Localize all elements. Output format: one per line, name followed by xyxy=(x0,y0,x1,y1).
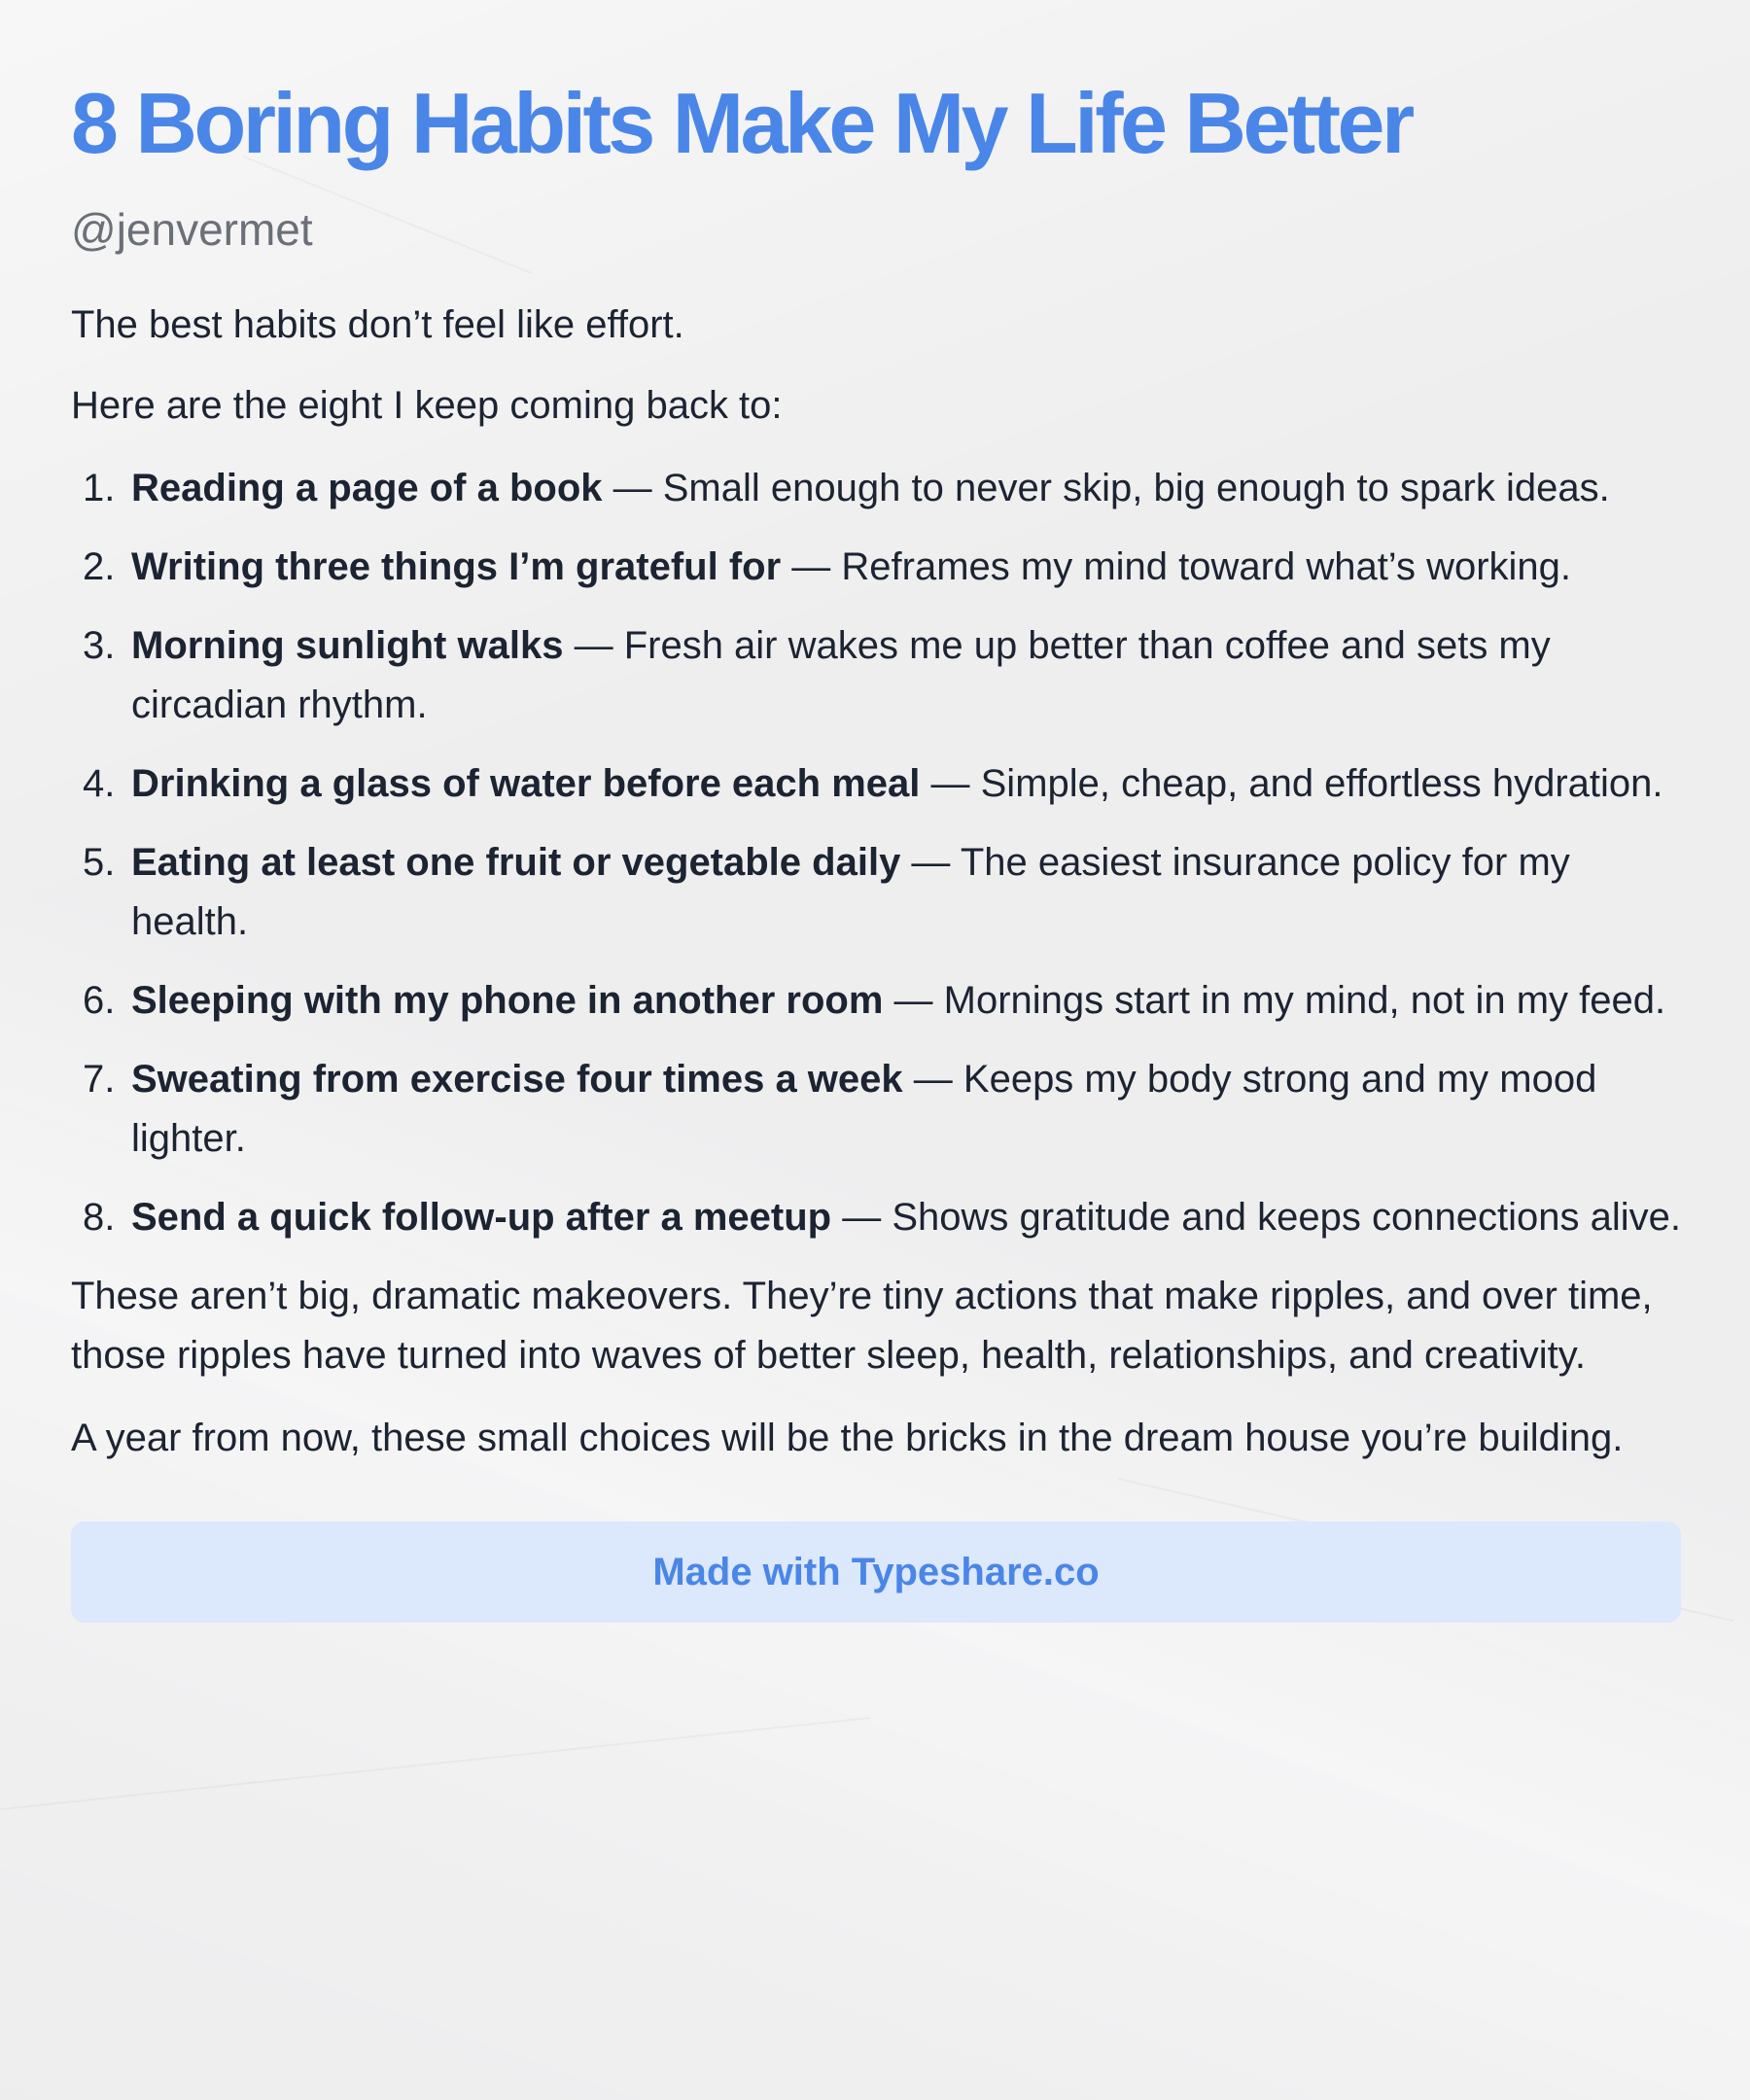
habit-separator: — xyxy=(920,762,981,805)
habit-separator: — xyxy=(883,979,944,1022)
habit-item xyxy=(71,538,1681,597)
habit-description: Small enough to never skip, big enough to spark ideas. xyxy=(662,467,1610,509)
habit-title: Morning sunlight walks xyxy=(131,624,564,667)
paper-crease xyxy=(0,1717,870,1810)
habit-item xyxy=(71,616,1681,735)
habit-number: 8. xyxy=(83,1196,116,1239)
habit-item xyxy=(71,1050,1681,1169)
post-title: 8 Boring Habits Make My Life Better xyxy=(71,75,1412,171)
habit-item xyxy=(71,459,1681,518)
habit-separator: — xyxy=(563,624,624,667)
intro-paragraph: The best habits don’t feel like effort. xyxy=(71,303,684,346)
habit-number: 4. xyxy=(83,762,116,805)
habit-separator: — xyxy=(831,1196,892,1239)
author-handle: @jenvermet xyxy=(71,204,313,255)
habit-title: Eating at least one fruit or vegetable daily xyxy=(131,841,901,884)
footer-label[interactable]: Made with Typeshare.co xyxy=(652,1550,1100,1593)
habit-title: Writing three things I’m grateful for xyxy=(131,545,782,588)
habit-number: 5. xyxy=(83,841,116,884)
habit-title: Reading a page of a book xyxy=(131,467,603,509)
habit-description: Reframes my mind toward what’s working. xyxy=(841,545,1572,588)
habit-description: Shows gratitude and keeps connections alive. xyxy=(892,1196,1681,1239)
outro-paragraph: A year from now, these small choices will be the bricks in the dream house you’re building. xyxy=(71,1417,1624,1459)
habit-title: Sleeping with my phone in another room xyxy=(131,979,884,1022)
habit-number: 7. xyxy=(83,1058,116,1101)
habit-separator: — xyxy=(900,841,961,884)
outro-paragraph: These aren’t big, dramatic makeovers. They’re tiny actions that make ripples, and over time, those ripples have turned into waves of better sleep, health, relationships, and creativity. xyxy=(71,1275,1653,1377)
habit-title: Sweating from exercise four times a week xyxy=(131,1058,903,1101)
habit-description: Simple, cheap, and effortless hydration. xyxy=(980,762,1663,805)
habit-description: Fresh air wakes me up better than coffee and sets my circadian rhythm. xyxy=(131,624,1551,726)
habit-separator: — xyxy=(902,1058,963,1101)
habit-number: 6. xyxy=(83,979,116,1022)
intro-paragraph: Here are the eight I keep coming back to: xyxy=(71,384,783,427)
habit-number: 1. xyxy=(83,467,116,509)
habit-item xyxy=(71,971,1681,1031)
habit-title: Send a quick follow-up after a meetup xyxy=(131,1196,832,1239)
typeshare-footer-link[interactable] xyxy=(71,1522,1681,1623)
post-card xyxy=(71,70,1681,1623)
habit-number: 2. xyxy=(83,545,116,588)
habit-separator: — xyxy=(602,467,663,509)
habit-item xyxy=(71,754,1681,814)
habit-description: The easiest insurance policy for my health. xyxy=(131,841,1570,943)
habit-description: Mornings start in my mind, not in my feed. xyxy=(943,979,1666,1022)
habit-title: Drinking a glass of water before each meal xyxy=(131,762,921,805)
habits-list xyxy=(71,459,1681,1247)
habit-item xyxy=(71,1188,1681,1247)
habit-number: 3. xyxy=(83,624,116,667)
habit-description: Keeps my body strong and my mood lighter. xyxy=(131,1058,1597,1160)
habit-separator: — xyxy=(781,545,842,588)
habit-item xyxy=(71,833,1681,952)
